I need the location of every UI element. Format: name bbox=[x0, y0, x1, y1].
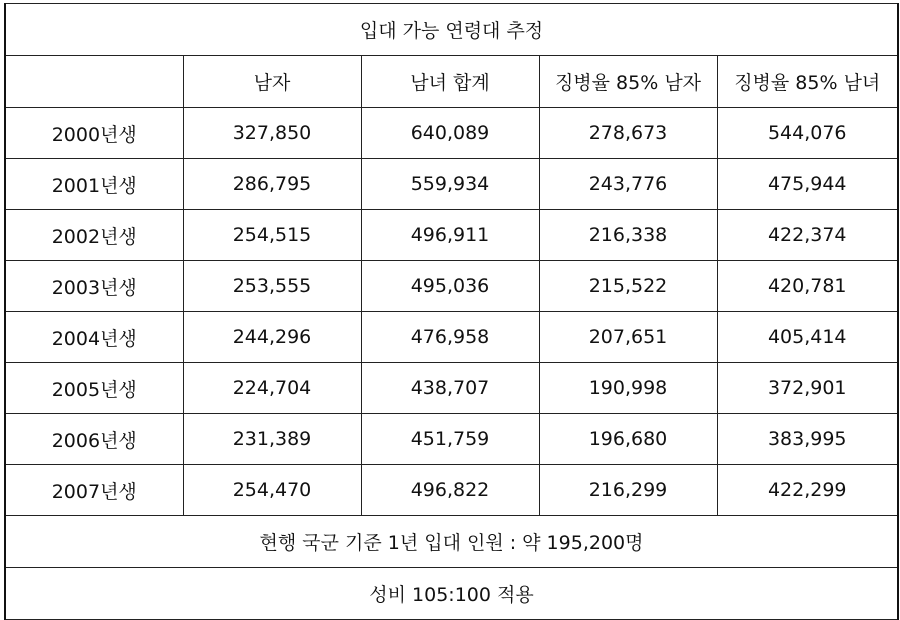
row-year-cell: 2001년생 bbox=[5, 159, 183, 210]
row-male85-cell: 196,680 bbox=[539, 414, 717, 465]
header-cell-blank bbox=[5, 56, 183, 108]
row-male85-cell: 243,776 bbox=[539, 159, 717, 210]
row-year-cell: 2005년생 bbox=[5, 363, 183, 414]
row-year-cell: 2000년생 bbox=[5, 108, 183, 159]
row-total85-cell: 475,944 bbox=[717, 159, 898, 210]
row-year-cell: 2002년생 bbox=[5, 210, 183, 261]
row-male85-cell: 278,673 bbox=[539, 108, 717, 159]
row-total-cell: 495,036 bbox=[361, 261, 539, 312]
row-male-cell: 244,296 bbox=[183, 312, 361, 363]
row-year-cell: 2007년생 bbox=[5, 465, 183, 516]
table-row bbox=[5, 312, 898, 363]
row-total85-cell: 422,374 bbox=[717, 210, 898, 261]
row-male85-cell: 215,522 bbox=[539, 261, 717, 312]
header-cell-total: 남녀 합계 bbox=[361, 56, 539, 108]
table-row bbox=[5, 363, 898, 414]
table-title: 입대 가능 연령대 추정 bbox=[5, 4, 898, 56]
row-male-cell: 231,389 bbox=[183, 414, 361, 465]
row-total-cell: 438,707 bbox=[361, 363, 539, 414]
table-row bbox=[5, 159, 898, 210]
row-male-cell: 254,515 bbox=[183, 210, 361, 261]
row-total-cell: 496,822 bbox=[361, 465, 539, 516]
table-row bbox=[5, 108, 898, 159]
table-header-row bbox=[5, 56, 898, 108]
row-total85-cell: 383,995 bbox=[717, 414, 898, 465]
header-cell-total-85: 징병율 85% 남녀 bbox=[717, 56, 898, 108]
row-male-cell: 224,704 bbox=[183, 363, 361, 414]
row-total-cell: 476,958 bbox=[361, 312, 539, 363]
row-male85-cell: 216,338 bbox=[539, 210, 717, 261]
row-year-cell: 2003년생 bbox=[5, 261, 183, 312]
row-male85-cell: 216,299 bbox=[539, 465, 717, 516]
row-total-cell: 451,759 bbox=[361, 414, 539, 465]
row-total85-cell: 372,901 bbox=[717, 363, 898, 414]
row-male85-cell: 190,998 bbox=[539, 363, 717, 414]
row-total85-cell: 422,299 bbox=[717, 465, 898, 516]
row-total85-cell: 544,076 bbox=[717, 108, 898, 159]
row-male-cell: 327,850 bbox=[183, 108, 361, 159]
row-total-cell: 559,934 bbox=[361, 159, 539, 210]
row-year-cell: 2006년생 bbox=[5, 414, 183, 465]
annual-intake-note: 현행 국군 기준 1년 입대 인원 : 약 195,200명 bbox=[5, 516, 898, 568]
row-total85-cell: 420,781 bbox=[717, 261, 898, 312]
row-total-cell: 496,911 bbox=[361, 210, 539, 261]
recruitment-estimate-table bbox=[4, 3, 899, 620]
row-year-cell: 2004년생 bbox=[5, 312, 183, 363]
row-male85-cell: 207,651 bbox=[539, 312, 717, 363]
sex-ratio-note: 성비 105:100 적용 bbox=[5, 568, 898, 620]
table-row bbox=[5, 210, 898, 261]
header-cell-male: 남자 bbox=[183, 56, 361, 108]
header-cell-male-85: 징병율 85% 남자 bbox=[539, 56, 717, 108]
note-row-annual-intake bbox=[5, 516, 898, 568]
row-male-cell: 286,795 bbox=[183, 159, 361, 210]
table-row bbox=[5, 261, 898, 312]
table-row bbox=[5, 414, 898, 465]
row-male-cell: 253,555 bbox=[183, 261, 361, 312]
row-total-cell: 640,089 bbox=[361, 108, 539, 159]
table-row bbox=[5, 465, 898, 516]
row-total85-cell: 405,414 bbox=[717, 312, 898, 363]
table-title-row bbox=[5, 4, 898, 56]
row-male-cell: 254,470 bbox=[183, 465, 361, 516]
